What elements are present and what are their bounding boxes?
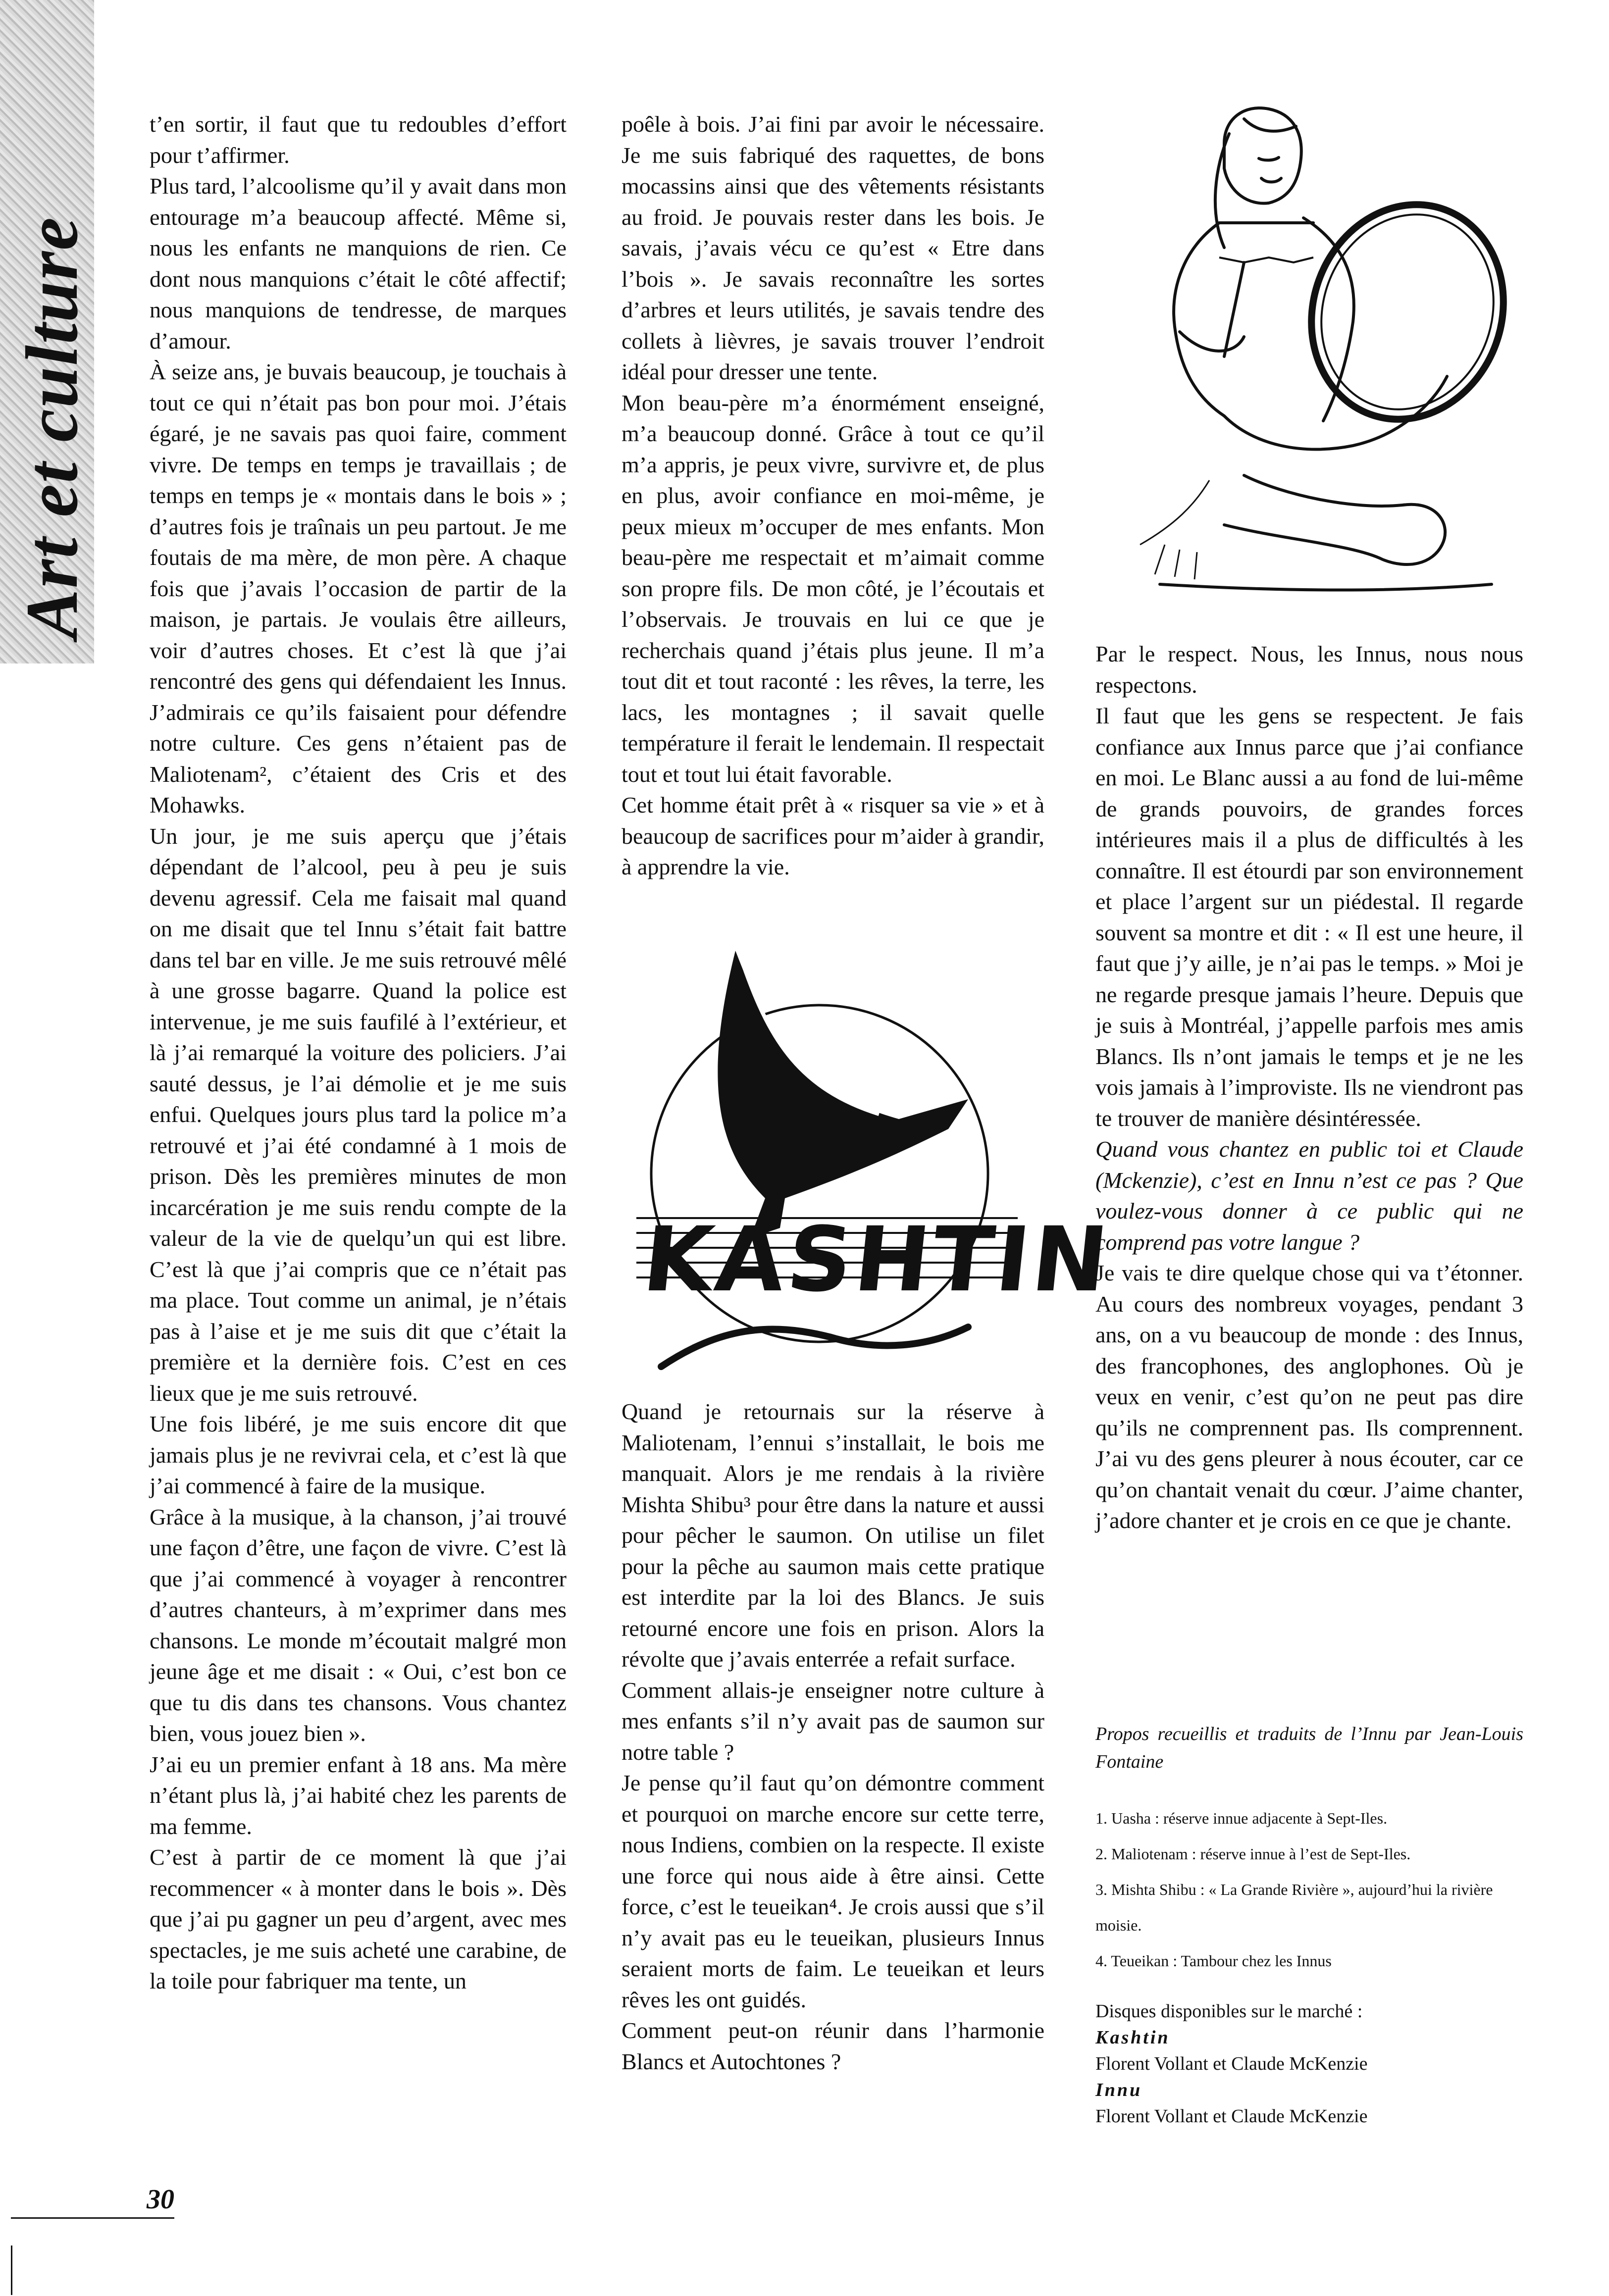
column-1 [150, 109, 567, 1997]
paragraph: Un jour, je me suis aperçu que j’étais dépendant de l’alcool, peu à peu je suis devenu agressif. Cela me faisait mal quand on me disait que tel Innu s’était fait battre dans tel bar en ville. Je me suis retrouvé mêlé à une grosse bagarre. Quand la police est intervenue, je me suis faufilé à l’extérieur, et là j’ai remarqué la voiture des policiers. J’ai sauté dessus, je l’ai démolie et je me suis enfui. Quelques jours plus tard la police m’a retrouvé et j’ai été condamné à 1 mois de prison. Dès les premières minutes de mon incarcération je me suis rendu compte de la valeur de la vie de quelqu’un qui est libre. C’est là que j’ai compris que ce n’était pas ma place. Tout comme un animal, je n’étais pas à l’aise et je me suis dit que c’était la première et la dernière fois. C’est en ces lieux que je me suis retrouvé. [150, 823, 567, 1406]
paragraph: Par le respect. Nous, les Innus, nous nous respectons. [1095, 641, 1523, 698]
paragraph: Quand je retournais sur la réserve à Maliotenam, l’ennui s’installait, le bois me manquait. Alors je me rendais à la rivière Mishta Shibu³ pour être dans la nature et aussi pour pêcher le saumon. On utilise un filet pour la pêche au saumon mais cette pratique est interdite par la loi des Blancs. Je suis retourné encore une fois en prison. Alors la révolte que j’avais enterrée a refait surface. [622, 1399, 1044, 1672]
paragraph: Une fois libéré, je me suis encore dit que jamais plus je ne revivrai cela, et c’est là que j’ai commencé à faire de la musique. [150, 1411, 567, 1498]
paragraph: J’ai eu un premier enfant à 18 ans. Ma mère n’étant plus là, j’ai habité chez les parents de ma femme. [150, 1751, 567, 1839]
drummer-illustration [1095, 99, 1521, 634]
footnotes [1095, 1800, 1523, 1979]
paragraph: Plus tard, l’alcoolisme qu’il y avait dans mon entourage m’a beaucoup affecté. Même si, nous les enfants ne manquions de rien. Ce dont nous manquions c’était le côté affectif; nous manquions de tendresse, de marques d’amour. [150, 173, 567, 354]
footer-rule [11, 2217, 174, 2219]
column-3-notes [1095, 1685, 1523, 2130]
interview-question: Quand vous chantez en public toi et Claude (Mckenzie), c’est en Innu n’est ce pas ? Que voulez-vous donner à ce public qui ne comprend pas votre langue ? [1095, 1136, 1523, 1255]
discs-heading: Disques disponibles sur le marché : [1095, 2001, 1363, 2022]
paragraph: poêle à bois. J’ai fini par avoir le nécessaire. Je me suis fabriqué des raquettes, de bons mocassins ainsi que des vêtements résistants au froid. Je pouvais rester dans les bois. Je savais, j’avais vécu ce qu’est « Etre dans l’bois ». Je savais reconnaître les sortes d’arbres et leurs utilités, je savais tendre des collets à lièvres, je savais trouver l’endroit idéal pour dresser une tente. [622, 111, 1044, 384]
discs-list [1095, 1998, 1523, 2130]
album-artists: Florent Vollant et Claude McKenzie [1095, 2106, 1368, 2127]
credit-line: Propos recueillis et traduits de l’Innu par Jean-Louis Fontaine [1095, 1724, 1523, 1772]
album-title: Innu [1095, 2080, 1142, 2100]
page-number: 30 [147, 2184, 174, 2215]
paragraph: t’en sortir, il faut que tu redoubles d’effort pour t’affirmer. [150, 111, 567, 168]
column-2-bottom [622, 1396, 1044, 2077]
album-artists: Florent Vollant et Claude McKenzie [1095, 2053, 1368, 2074]
paragraph: Comment allais-je enseigner notre culture à mes enfants s’il n’y avait pas de saumon sur notre table ? [622, 1677, 1044, 1765]
paragraph: Je pense qu’il faut qu’on démontre comment et pourquoi on marche encore sur cette terre, nous Indiens, combien on la respecte. Il existe une force qui nous aide à être ainsi. Cette force, c’est le teueikan⁴. Je crois aussi que s’il n’y avait pas eu le teueikan, plusieurs Innus seraient morts de faim. Le teueikan et leurs rêves les ont guidés. [622, 1770, 1044, 2012]
paragraph: Je vais te dire quelque chose qui va t’étonner. Au cours des nombreux voyages, pendant 3 ans, on a vu beaucoup de monde : des Innus, des francophones, des anglophones. Où je veux en venir, c’est qu’on ne peut pas dire qu’ils ne comprennent pas. Ils comprennent. J’ai vu des gens pleurer à nous écouter, car ce qu’on chantait venait du cœur. J’aime chanter, j’adore chanter et je crois en ce que je chante. [1095, 1260, 1523, 1533]
paragraph: C’est à partir de ce moment là que j’ai recommencer « à monter dans le bois ». Dès que j’ai pu gagner un peu d’argent, avec mes spectacles, je me suis acheté une carabine, de la toile pour fabriquer ma tente, un [150, 1844, 567, 1993]
footnote: 1. Uasha : réserve innue adjacente à Sept-Iles. [1095, 1809, 1388, 1827]
paragraph: À seize ans, je buvais beaucoup, je touchais à tout ce qui n’était pas bon pour moi. J’étais égaré, je ne savais pas quoi faire, comment vivre. De temps en temps je travaillais ; de temps en temps je « montais dans le bois » ; d’autres fois je traînais un peu partout. Je me foutais de ma mère, de mon père. A chaque fois que j’avais l’occasion de partir de la maison, je partais. Je voulais être ailleurs, voir d’autres choses. Et c’est là que j’ai rencontré des gens qui défendaient les Innus. J’admirais ce qu’ils faisaient pour défendre notre culture. Ces gens n’étaient pas de Maliotenam², c’étaient des Cris et des Mohawks. [150, 359, 567, 817]
paragraph: Grâce à la musique, à la chanson, j’ai trouvé une façon d’être, une façon de vivre. C’est là que j’ai commencé à voyager à rencontrer d’autres chanteurs, à m’exprimer dans mes chansons. Le monde m’écoutait malgré mon jeune âge et me disait : « Oui, c’est bon ce que tu dis dans tes chansons. Vous chantez bien, vous jouez bien ». [150, 1504, 567, 1746]
footnote: 4. Teueikan : Tambour chez les Innus [1095, 1952, 1332, 1970]
section-label: Art et culture [11, 216, 93, 639]
paragraph: Mon beau-père m’a énormément enseigné, m’a beaucoup donné. Grâce à tout ce qu’il m’a appris, je peux vivre, survivre et, de plus en plus, avoir confiance en moi-même, je peux mieux m’occuper de mes enfants. Mon beau-père me respectait et m’aimait comme son propre fils. De mon côté, je l’écoutais et l’observais. Je trouvais en lui ce que je recherchais quand j’étais plus jeune. Il m’a tout dit et tout raconté : les rêves, la terre, les lacs, les montagnes ; il savait quelle température il ferait le lendemain. Il respectait tout et tout lui était favorable. [622, 390, 1044, 787]
margin-line [11, 2245, 12, 2295]
section-sidebar [0, 0, 94, 663]
footnote: 3. Mishta Shibu : « La Grande Rivière », aujourd’hui la rivière moisie. [1095, 1881, 1493, 1934]
album-title: Kashtin [1095, 2027, 1170, 2048]
kashtin-logo-text: KASHTIN [638, 1208, 1116, 1312]
footnote: 2. Maliotenam : réserve innue à l’est de Sept-Iles. [1095, 1845, 1411, 1863]
paragraph: Comment peut-on réunir dans l’harmonie Blancs et Autochtones ? [622, 2018, 1044, 2074]
column-3 [1095, 639, 1523, 1536]
column-2-top [622, 109, 1044, 883]
paragraph: Il faut que les gens se respectent. Je fais confiance aux Innus parce que j’ai confiance en moi. Le Blanc aussi a au fond de lui-même de grands pouvoirs, de grandes forces intérieures mais il a plus de difficultés à les connaître. Il est étourdi par son environnement et place l’argent sur un piédestal. Il regarde souvent sa montre et dit : « Il est une heure, il faut que j’y aille, je n’ai pas le temps. » Moi je ne regarde presque jamais l’heure. Depuis que je suis à Montréal, j’appelle parfois mes amis Blancs. Ils n’ont jamais le temps et je ne les vois jamais à l’improviste. Ils ne viendront pas te trouver de manière désintéressée. [1095, 703, 1523, 1131]
paragraph: Cet homme était prêt à « risquer sa vie » et à beaucoup de sacrifices pour m’aider à grandir, à apprendre la vie. [622, 792, 1044, 879]
kashtin-logo-drawing [622, 941, 1116, 1386]
